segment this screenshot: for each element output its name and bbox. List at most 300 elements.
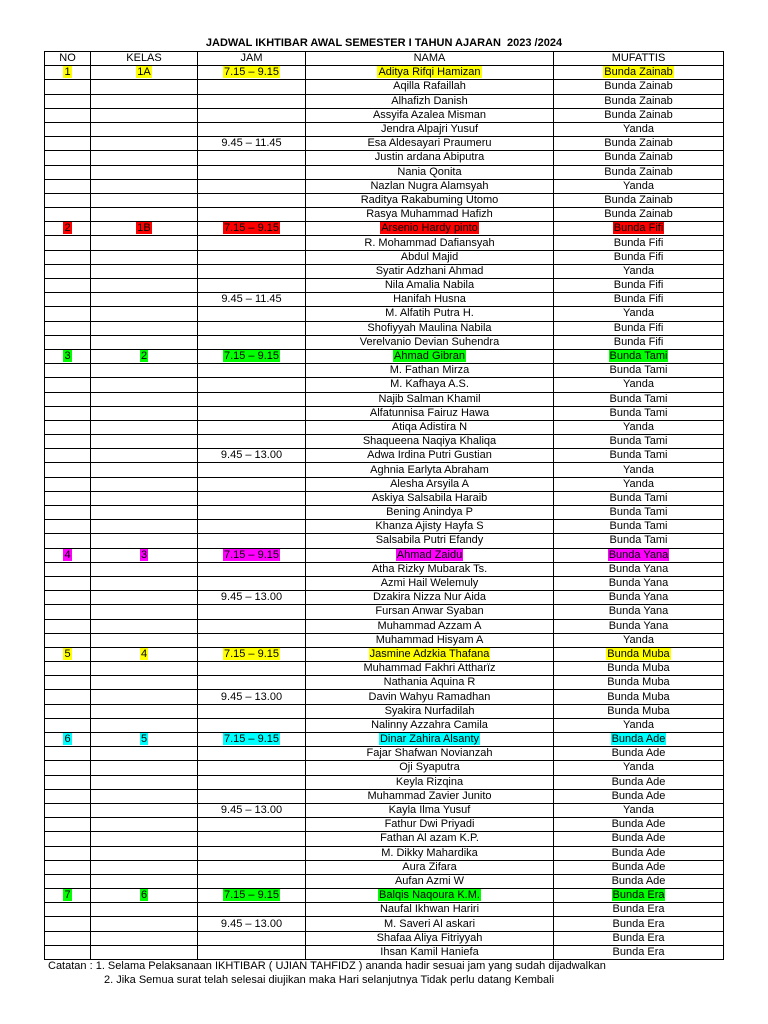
- table-row: [45, 364, 724, 378]
- cell-jam: [198, 279, 306, 293]
- cell-no-text: 3: [64, 350, 71, 363]
- header-nama: NAMA: [306, 52, 554, 66]
- cell-nama: [306, 279, 554, 293]
- table-header-row: [45, 52, 724, 66]
- cell-nama-text: M. Kafhaya A.S.: [390, 378, 469, 391]
- cell-jam: [198, 761, 306, 775]
- cell-kelas: [91, 279, 198, 293]
- cell-no: [45, 945, 91, 959]
- cell-nama-text: Ahmad Zaidu: [396, 548, 463, 561]
- cell-nama: [306, 874, 554, 888]
- cell-nama-text: Nazlan Nugra Alamsyah: [370, 179, 489, 192]
- cell-mufattis-text: Yanda: [623, 718, 654, 731]
- cell-no: [45, 506, 91, 520]
- cell-mufattis-text: Yanda: [623, 463, 654, 476]
- cell-no: [45, 335, 91, 349]
- cell-nama-text: Keyla Rizqina: [395, 775, 464, 788]
- cell-mufattis-text: Yanda: [623, 307, 654, 320]
- cell-jam: [198, 307, 306, 321]
- cell-kelas: [91, 690, 198, 704]
- cell-mufattis-text: Yanda: [623, 477, 654, 490]
- cell-mufattis: [554, 108, 724, 122]
- cell-jam: [198, 449, 306, 463]
- cell-mufattis-text: Bunda Yana: [608, 591, 669, 604]
- cell-nama: [306, 548, 554, 562]
- cell-nama-text: Muhammad Fakhri Attharïz: [363, 662, 496, 675]
- cell-kelas: [91, 236, 198, 250]
- cell-mufattis: [554, 364, 724, 378]
- cell-nama: [306, 860, 554, 874]
- cell-no: [45, 818, 91, 832]
- cell-no: [45, 165, 91, 179]
- cell-jam: [198, 179, 306, 193]
- cell-kelas: [91, 94, 198, 108]
- cell-nama-text: Dinar Zahira Alsanty: [379, 733, 480, 746]
- cell-mufattis: [554, 548, 724, 562]
- cell-jam: [198, 364, 306, 378]
- cell-nama-text: Atha Rizky Mubarak Ts.: [371, 562, 488, 575]
- cell-mufattis: [554, 832, 724, 846]
- cell-jam-text: [251, 506, 253, 518]
- cell-jam: [198, 392, 306, 406]
- cell-jam-text: [251, 534, 253, 546]
- cell-jam-text: 7.15 – 9.15: [223, 66, 280, 79]
- cell-nama-text: Shafaa Aliya Fitriyyah: [376, 931, 483, 944]
- cell-mufattis: [554, 718, 724, 732]
- group-first-row: [45, 66, 724, 80]
- cell-no: [45, 605, 91, 619]
- cell-mufattis-text: Bunda Ade: [611, 747, 666, 760]
- cell-nama-text: Assyifa Azalea Misman: [372, 108, 487, 121]
- cell-jam: [198, 137, 306, 151]
- table-row: [45, 94, 724, 108]
- cell-mufattis: [554, 662, 724, 676]
- cell-no-text: 5: [64, 647, 71, 660]
- table-row: [45, 761, 724, 775]
- cell-nama: [306, 250, 554, 264]
- cell-mufattis-text: Bunda Zainab: [604, 208, 673, 221]
- cell-no: [45, 647, 91, 661]
- cell-jam-text: [251, 80, 253, 92]
- cell-nama-text: M. Dikky Mahardika: [381, 846, 478, 859]
- cell-no: [45, 406, 91, 420]
- table-row: [45, 151, 724, 165]
- cell-kelas: [91, 818, 198, 832]
- cell-kelas: [91, 803, 198, 817]
- cell-mufattis: [554, 534, 724, 548]
- cell-nama-text: Shofiyyah Maulina Nabila: [367, 321, 492, 334]
- cell-no: [45, 137, 91, 151]
- cell-nama-text: Bening Anindya P: [386, 506, 473, 519]
- cell-mufattis-text: Yanda: [623, 378, 654, 391]
- cell-nama-text: Khanza Ajisty Hayfa S: [375, 520, 484, 533]
- cell-kelas: [91, 66, 198, 80]
- cell-nama-text: Justin ardana Abiputra: [374, 151, 485, 164]
- cell-mufattis: [554, 704, 724, 718]
- cell-nama: [306, 903, 554, 917]
- table-row: [45, 591, 724, 605]
- cell-nama-text: Esa Aldesayari Praumeru: [367, 137, 492, 150]
- schedule-body: [45, 66, 724, 960]
- cell-kelas: [91, 874, 198, 888]
- cell-no-text: 7: [64, 889, 71, 902]
- cell-kelas: [91, 562, 198, 576]
- cell-mufattis: [554, 66, 724, 80]
- cell-no: [45, 293, 91, 307]
- cell-jam: [198, 378, 306, 392]
- cell-no: [45, 420, 91, 434]
- table-row: [45, 435, 724, 449]
- cell-mufattis: [554, 520, 724, 534]
- table-row: [45, 903, 724, 917]
- cell-no: [45, 576, 91, 590]
- cell-mufattis: [554, 605, 724, 619]
- cell-nama: [306, 179, 554, 193]
- cell-kelas-text: 5: [140, 733, 148, 746]
- table-row: [45, 718, 724, 732]
- cell-jam: [198, 562, 306, 576]
- cell-mufattis: [554, 747, 724, 761]
- table-row: [45, 236, 724, 250]
- cell-no: [45, 193, 91, 207]
- cell-mufattis: [554, 264, 724, 278]
- cell-kelas: [91, 676, 198, 690]
- cell-jam-text: [251, 194, 253, 206]
- cell-nama: [306, 264, 554, 278]
- table-row: [45, 250, 724, 264]
- cell-nama: [306, 576, 554, 590]
- table-row: [45, 633, 724, 647]
- cell-nama-text: Salsabila Putri Efandy: [375, 534, 484, 547]
- table-row: [45, 463, 724, 477]
- cell-no: [45, 889, 91, 903]
- cell-kelas-text: 1A: [137, 66, 151, 79]
- cell-mufattis-text: Bunda Tami: [609, 534, 668, 547]
- cell-jam: [198, 931, 306, 945]
- note-line-1: Catatan : 1. Selama Pelaksanaan IKHTIBAR ( UJIAN TAHFIDZ ) ananda hadir sesuai jam yang sudah dijadwalkan: [48, 960, 606, 972]
- cell-jam-text: 9.45 – 13.00: [220, 690, 283, 703]
- cell-mufattis-text: Bunda Ade: [611, 832, 666, 845]
- cell-no: [45, 321, 91, 335]
- cell-no: [45, 676, 91, 690]
- cell-jam-text: [251, 166, 253, 178]
- cell-kelas: [91, 718, 198, 732]
- cell-mufattis-text: Yanda: [623, 264, 654, 277]
- cell-nama: [306, 846, 554, 860]
- cell-jam: [198, 733, 306, 747]
- cell-nama-text: Kayla Ilma Yusuf: [388, 804, 471, 817]
- table-row: [45, 264, 724, 278]
- cell-mufattis-text: Yanda: [623, 179, 654, 192]
- cell-nama-text: Alhafizh Danish: [391, 94, 468, 107]
- cell-kelas: [91, 208, 198, 222]
- cell-mufattis-text: Bunda Tami: [609, 491, 668, 504]
- cell-mufattis: [554, 761, 724, 775]
- cell-nama: [306, 562, 554, 576]
- cell-nama-text: Jendra Alpajri Yusuf: [380, 123, 479, 136]
- cell-mufattis-text: Bunda Tami: [609, 435, 668, 448]
- cell-jam: [198, 534, 306, 548]
- cell-kelas: [91, 122, 198, 136]
- cell-kelas: [91, 108, 198, 122]
- cell-kelas: [91, 435, 198, 449]
- cell-nama: [306, 775, 554, 789]
- cell-mufattis-text: Bunda Tami: [609, 449, 668, 462]
- cell-kelas: [91, 165, 198, 179]
- cell-jam: [198, 236, 306, 250]
- cell-mufattis-text: Bunda Fifi: [613, 250, 664, 263]
- cell-nama-text: Muhammad Zavier Junito: [367, 789, 492, 802]
- cell-no: [45, 520, 91, 534]
- cell-nama-text: Aghnia Earlyta Abraham: [370, 463, 489, 476]
- table-row: [45, 576, 724, 590]
- cell-jam: [198, 789, 306, 803]
- cell-jam: [198, 420, 306, 434]
- cell-jam-text: 7.15 – 9.15: [223, 350, 280, 363]
- cell-jam-text: [251, 478, 253, 490]
- table-row: [45, 832, 724, 846]
- cell-jam: [198, 662, 306, 676]
- cell-mufattis-text: Bunda Era: [612, 889, 665, 902]
- cell-no: [45, 491, 91, 505]
- cell-mufattis: [554, 789, 724, 803]
- cell-jam-text: 9.45 – 11.45: [221, 137, 282, 150]
- table-row: [45, 789, 724, 803]
- cell-no: [45, 477, 91, 491]
- cell-nama: [306, 477, 554, 491]
- cell-nama-text: Aqilla Rafaillah: [393, 80, 466, 93]
- table-row: [45, 520, 724, 534]
- cell-kelas: [91, 250, 198, 264]
- cell-jam-text: 7.15 – 9.15: [223, 733, 280, 746]
- cell-kelas: [91, 704, 198, 718]
- cell-nama: [306, 463, 554, 477]
- cell-nama-text: Atiqa Adistira N: [391, 420, 468, 433]
- cell-mufattis-text: Bunda Fifi: [613, 321, 664, 334]
- cell-nama-text: Jasmine Adzkia Thafana: [369, 647, 490, 660]
- cell-jam-text: [251, 237, 253, 249]
- cell-mufattis-text: Bunda Muba: [607, 690, 670, 703]
- cell-jam-text: [251, 265, 253, 277]
- cell-nama-text: M. Saveri Al askari: [383, 917, 476, 930]
- cell-kelas: [91, 931, 198, 945]
- cell-kelas: [91, 335, 198, 349]
- cell-nama-text: Oji Syaputra: [399, 761, 460, 774]
- cell-jam-text: 9.45 – 13.00: [220, 804, 283, 817]
- cell-kelas: [91, 449, 198, 463]
- cell-no-text: 6: [64, 733, 71, 746]
- cell-jam: [198, 548, 306, 562]
- cell-mufattis: [554, 917, 724, 931]
- cell-mufattis: [554, 889, 724, 903]
- cell-nama-text: Verelvanio Devian Suhendra: [359, 335, 500, 348]
- cell-mufattis: [554, 860, 724, 874]
- cell-no-text: 1: [64, 66, 71, 79]
- cell-nama-text: Alesha Arsyila A: [390, 477, 469, 490]
- cell-kelas-text: 6: [140, 889, 148, 902]
- cell-jam-text: [251, 705, 253, 717]
- cell-no: [45, 860, 91, 874]
- cell-kelas: [91, 889, 198, 903]
- cell-mufattis-text: Bunda Ade: [611, 789, 666, 802]
- cell-jam: [198, 917, 306, 931]
- cell-jam: [198, 477, 306, 491]
- cell-no: [45, 364, 91, 378]
- cell-no-text: 2: [64, 222, 71, 235]
- cell-jam-text: 9.45 – 13.00: [220, 449, 283, 462]
- cell-kelas: [91, 506, 198, 520]
- cell-kelas: [91, 222, 198, 236]
- cell-no: [45, 392, 91, 406]
- cell-kelas: [91, 491, 198, 505]
- cell-nama: [306, 520, 554, 534]
- cell-jam: [198, 208, 306, 222]
- cell-mufattis-text: Bunda Era: [612, 903, 665, 916]
- cell-kelas: [91, 392, 198, 406]
- table-row: [45, 690, 724, 704]
- cell-nama: [306, 832, 554, 846]
- cell-mufattis: [554, 420, 724, 434]
- cell-nama: [306, 733, 554, 747]
- cell-nama: [306, 66, 554, 80]
- cell-mufattis-text: Yanda: [623, 633, 654, 646]
- cell-jam: [198, 874, 306, 888]
- cell-nama-text: Aura Zifara: [402, 860, 457, 873]
- cell-mufattis-text: Bunda Muba: [607, 676, 670, 689]
- cell-jam-text: [251, 279, 253, 291]
- cell-nama: [306, 605, 554, 619]
- cell-jam-text: 7.15 – 9.15: [223, 222, 280, 235]
- cell-nama-text: M. Fathan Mirza: [389, 364, 470, 377]
- cell-jam-text: [251, 662, 253, 674]
- cell-kelas: [91, 619, 198, 633]
- cell-mufattis-text: Yanda: [623, 761, 654, 774]
- cell-nama-text: Naufal Ikhwan Hariri: [379, 903, 480, 916]
- cell-mufattis-text: Bunda Zainab: [604, 94, 673, 107]
- cell-nama-text: Nalinny Azzahra Camila: [371, 718, 488, 731]
- cell-nama-text: Arsenio Hardy pinto: [381, 222, 478, 235]
- cell-no: [45, 66, 91, 80]
- cell-mufattis-text: Bunda Tami: [609, 520, 668, 533]
- cell-nama: [306, 506, 554, 520]
- cell-mufattis: [554, 435, 724, 449]
- cell-jam: [198, 506, 306, 520]
- table-row: [45, 137, 724, 151]
- table-row: [45, 818, 724, 832]
- table-row: [45, 193, 724, 207]
- header-mufattis: MUFATTIS: [554, 52, 724, 66]
- header-no: NO: [45, 52, 91, 66]
- cell-nama: [306, 690, 554, 704]
- cell-nama-text: Aufan Azmi W: [394, 874, 465, 887]
- cell-jam-text: [251, 847, 253, 859]
- cell-mufattis: [554, 945, 724, 959]
- cell-kelas: [91, 846, 198, 860]
- group-first-row: [45, 647, 724, 661]
- cell-nama-text: Azmi Hail Welemuly: [380, 577, 479, 590]
- cell-mufattis: [554, 803, 724, 817]
- cell-jam: [198, 491, 306, 505]
- table-row: [45, 931, 724, 945]
- cell-kelas: [91, 534, 198, 548]
- cell-mufattis: [554, 193, 724, 207]
- table-row: [45, 605, 724, 619]
- cell-nama-text: Fathan Al azam K.P.: [380, 832, 479, 845]
- cell-mufattis-text: Bunda Yana: [608, 548, 669, 561]
- group-first-row: [45, 889, 724, 903]
- cell-nama-text: Muhammad Azzam A: [377, 619, 482, 632]
- table-row: [45, 775, 724, 789]
- cell-mufattis: [554, 931, 724, 945]
- cell-kelas: [91, 576, 198, 590]
- cell-mufattis: [554, 477, 724, 491]
- cell-nama: [306, 307, 554, 321]
- cell-mufattis: [554, 690, 724, 704]
- cell-nama: [306, 718, 554, 732]
- cell-mufattis: [554, 647, 724, 661]
- cell-mufattis-text: Bunda Zainab: [604, 137, 673, 150]
- cell-jam-text: [251, 109, 253, 121]
- cell-jam: [198, 647, 306, 661]
- cell-jam: [198, 945, 306, 959]
- cell-jam: [198, 576, 306, 590]
- cell-nama: [306, 945, 554, 959]
- cell-nama-text: Askiya Salsabila Haraib: [371, 491, 488, 504]
- cell-nama-text: Aditya Rifqi Hamizan: [378, 66, 481, 79]
- cell-nama-text: Fajar Shafwan Novianzah: [366, 747, 493, 760]
- group-first-row: [45, 733, 724, 747]
- cell-kelas: [91, 264, 198, 278]
- cell-jam: [198, 94, 306, 108]
- cell-nama: [306, 676, 554, 690]
- cell-nama: [306, 662, 554, 676]
- cell-no: [45, 718, 91, 732]
- cell-jam-text: [251, 932, 253, 944]
- cell-kelas: [91, 548, 198, 562]
- table-row: [45, 662, 724, 676]
- cell-mufattis: [554, 676, 724, 690]
- cell-kelas: [91, 463, 198, 477]
- cell-mufattis: [554, 80, 724, 94]
- table-row: [45, 506, 724, 520]
- cell-mufattis-text: Bunda Yana: [608, 605, 669, 618]
- note-line-2: 2. Jika Semua surat telah selesai diujikan maka Hari selanjutnya Tidak perlu datang Kembali: [104, 974, 555, 986]
- cell-jam-text: [251, 832, 253, 844]
- table-row: [45, 704, 724, 718]
- table-row: [45, 307, 724, 321]
- cell-jam-text: [251, 861, 253, 873]
- cell-mufattis-text: Bunda Tami: [609, 506, 668, 519]
- cell-jam: [198, 903, 306, 917]
- cell-jam: [198, 406, 306, 420]
- notes-section: [48, 959, 606, 987]
- cell-kelas: [91, 775, 198, 789]
- cell-mufattis-text: Bunda Ade: [611, 874, 666, 887]
- table-row: [45, 747, 724, 761]
- cell-mufattis-text: Bunda Zainab: [604, 108, 673, 121]
- cell-jam-text: [251, 818, 253, 830]
- cell-jam-text: 7.15 – 9.15: [223, 889, 280, 902]
- cell-mufattis: [554, 293, 724, 307]
- cell-kelas: [91, 137, 198, 151]
- cell-mufattis-text: Bunda Zainab: [604, 151, 673, 164]
- cell-no: [45, 704, 91, 718]
- cell-jam-text: [251, 563, 253, 575]
- cell-kelas: [91, 307, 198, 321]
- cell-nama-text: Ahmad Gibran: [394, 350, 465, 363]
- cell-jam-text: [251, 903, 253, 915]
- cell-no: [45, 179, 91, 193]
